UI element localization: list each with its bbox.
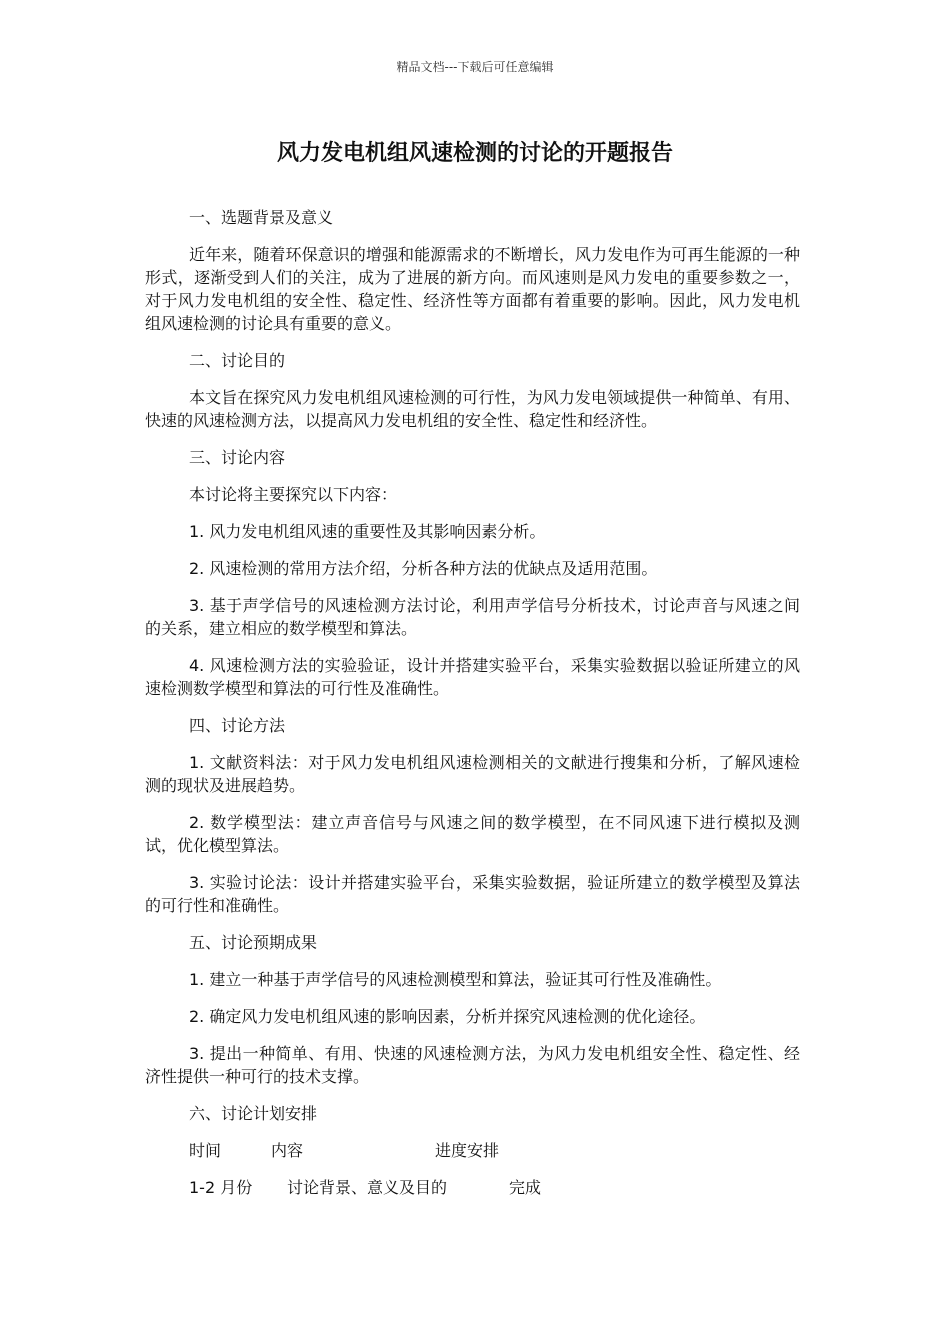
paragraph-background: 近年来，随着环保意识的增强和能源需求的不断增长，风力发电作为可再生能源的一种形式，逐渐受到人们的关注，成为了进展的新方向。而风速则是风力发电的重要参数之一，对于风力发电机组的安全性、稳定性、经济性等方面都有着重要的影响。因此，风力发电机组风速检测的讨论具有重要的意义。 — [145, 245, 800, 333]
heading-outcomes: 五、讨论预期成果 — [189, 933, 318, 952]
method-item: 2. 数学模型法：建立声音信号与风速之间的数学模型，在不同风速下进行模拟及测试，优化模型算法。 — [145, 813, 800, 855]
method-item: 1. 文献资料法：对于风力发电机组风速检测相关的文献进行搜集和分析，了解风速检测的现状及进展趋势。 — [145, 753, 800, 795]
heading-content: 三、讨论内容 — [189, 448, 286, 467]
schedule-cell-content: 讨论背景、意义及目的 — [287, 1178, 448, 1197]
heading-methods: 四、讨论方法 — [189, 716, 286, 735]
schedule-cell-time: 1-2 月份 — [189, 1178, 253, 1197]
schedule-row — [145, 1176, 800, 1199]
outcome-item: 1. 建立一种基于声学信号的风速检测模型和算法，验证其可行性及准确性。 — [189, 970, 722, 989]
schedule-header-row — [145, 1139, 800, 1162]
page-header: 精品文档---下载后可任意编辑 — [396, 60, 554, 74]
schedule-cell-progress: 完成 — [509, 1178, 542, 1197]
schedule-header-progress: 进度安排 — [435, 1141, 500, 1160]
outcome-item: 3. 提出一种简单、有用、快速的风速检测方法，为风力发电机组安全性、稳定性、经济性提供一种可行的技术支撑。 — [145, 1044, 800, 1086]
method-item: 3. 实验讨论法：设计并搭建实验平台，采集实验数据，验证所建立的数学模型及算法的可行性和准确性。 — [145, 873, 800, 915]
content-item: 4. 风速检测方法的实验验证，设计并搭建实验平台，采集实验数据以验证所建立的风速检测数学模型和算法的可行性及准确性。 — [145, 656, 800, 698]
document-body — [145, 206, 800, 1213]
content-item: 2. 风速检测的常用方法介绍，分析各种方法的优缺点及适用范围。 — [189, 559, 658, 578]
schedule-header-content: 内容 — [271, 1141, 304, 1160]
paragraph-content-intro: 本讨论将主要探究以下内容： — [189, 485, 398, 504]
paragraph-purpose: 本文旨在探究风力发电机组风速检测的可行性，为风力发电领域提供一种简单、有用、快速的风速检测方法，以提高风力发电机组的安全性、稳定性和经济性。 — [145, 388, 800, 430]
document-title: 风力发电机组风速检测的讨论的开题报告 — [276, 141, 673, 166]
content-item: 1. 风力发电机组风速的重要性及其影响因素分析。 — [189, 522, 546, 541]
outcome-item: 2. 确定风力发电机组风速的影响因素，分析并探究风速检测的优化途径。 — [189, 1007, 706, 1026]
content-item: 3. 基于声学信号的风速检测方法讨论，利用声学信号分析技术，讨论声音与风速之间的关系，建立相应的数学模型和算法。 — [145, 596, 800, 638]
schedule-header-time: 时间 — [189, 1141, 222, 1160]
heading-purpose: 二、讨论目的 — [189, 351, 286, 370]
heading-schedule: 六、讨论计划安排 — [189, 1104, 318, 1123]
heading-background: 一、选题背景及意义 — [189, 208, 334, 227]
